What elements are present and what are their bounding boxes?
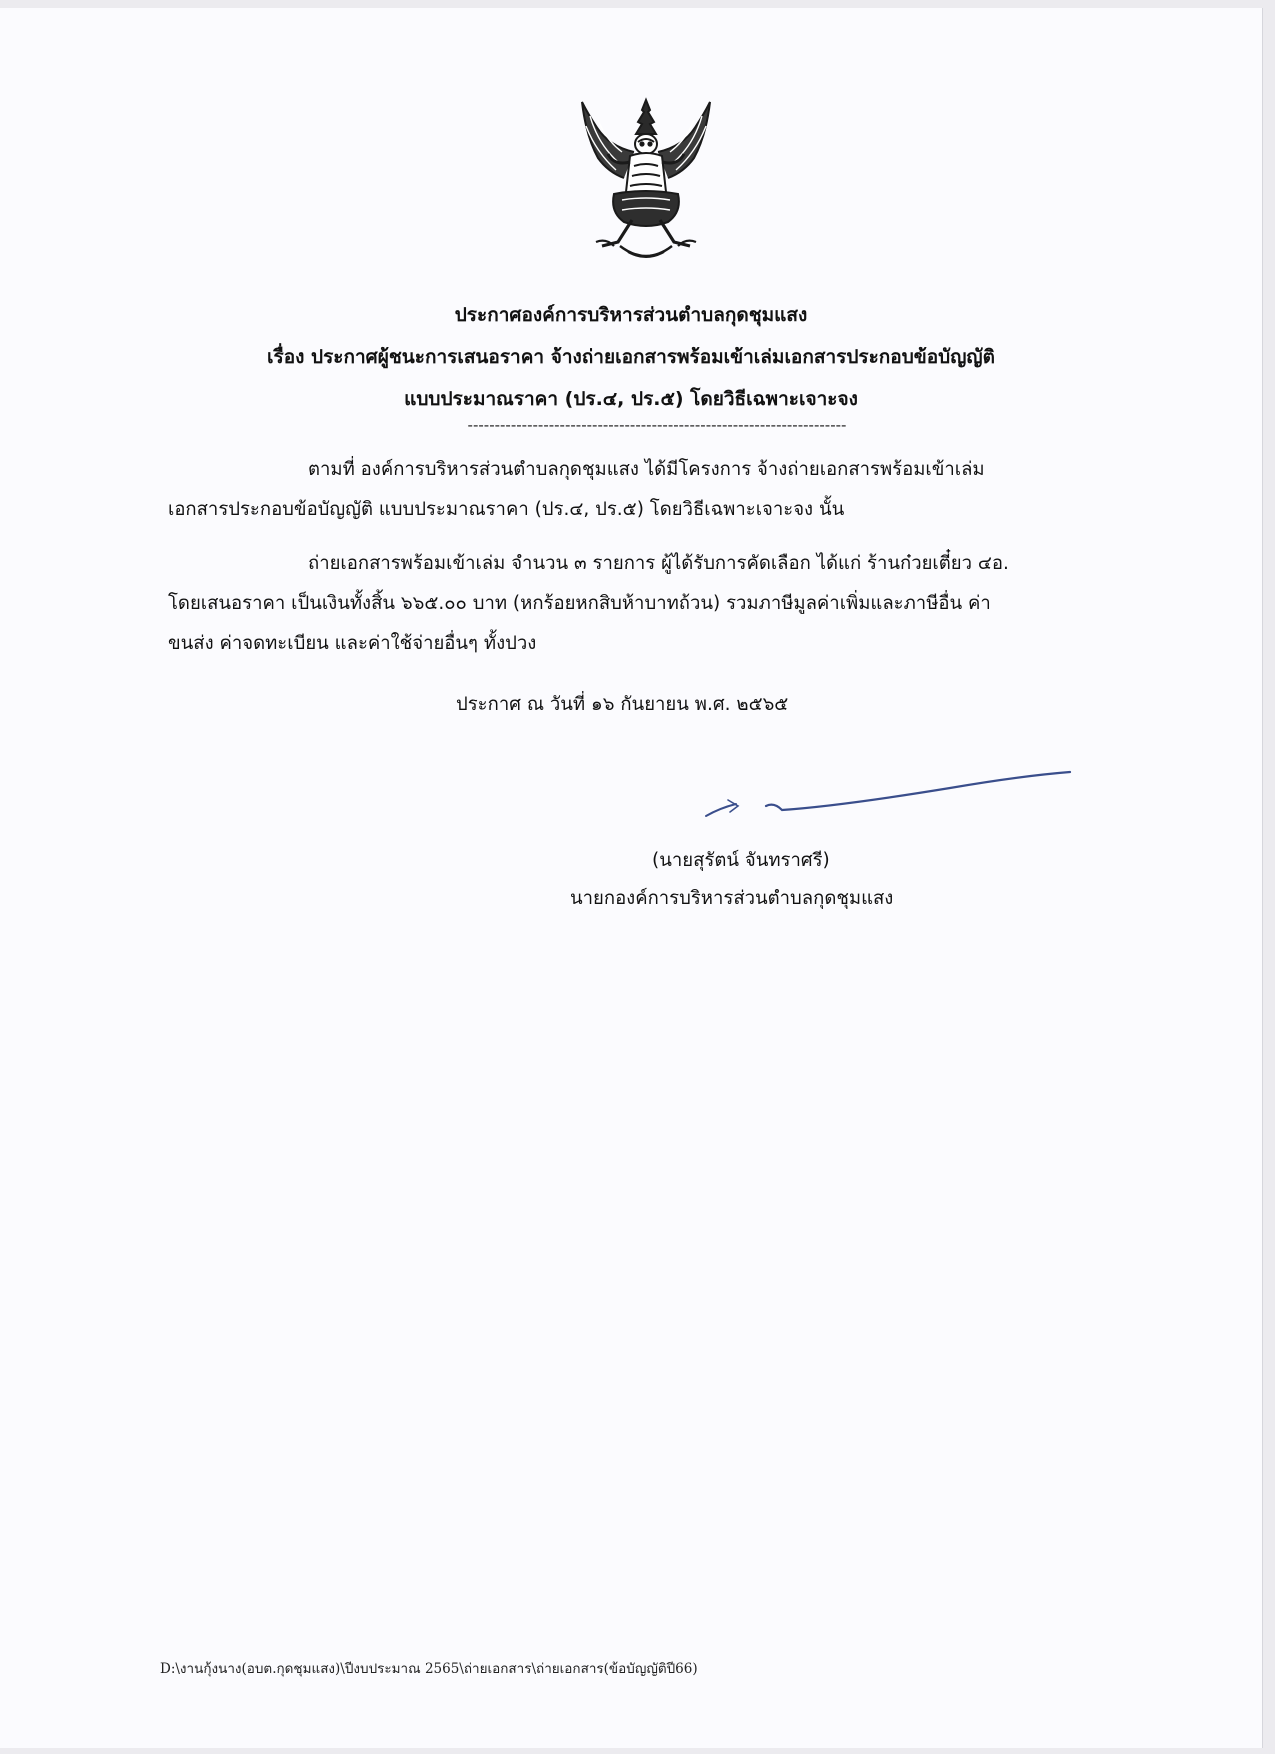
separator-rule: ----------------------------------------------------------------------	[467, 416, 847, 434]
paragraph-1-line-2: เอกสารประกอบข้อบัญญัติ แบบประมาณราคา (ปร.๔, ปร.๕) โดยวิธีเฉพาะเจาะจง นั้น	[168, 499, 845, 520]
announcement-subject-continued: แบบประมาณราคา (ปร.๔, ปร.๕) โดยวิธีเฉพาะเจาะจง	[404, 388, 858, 410]
announcement-date: ประกาศ ณ วันที่ ๑๖ กันยายน พ.ศ. ๒๕๖๕	[456, 694, 789, 715]
file-path-footer: D:\งานกุ้งนาง(อบต.กุดชุมแสง)\ปีงบประมาณ 2565\ถ่ายเอกสาร\ถ่ายเอกสาร(ข้อบัญญัติปี66)	[160, 1661, 698, 1677]
announcement-subject: เรื่อง ประกาศผู้ชนะการเสนอราคา จ้างถ่ายเอกสารพร้อมเข้าเล่มเอกสารประกอบข้อบัญญัติ	[267, 346, 995, 368]
garuda-emblem-icon	[578, 96, 714, 266]
paragraph-2-line-3: ขนส่ง ค่าจดทะเบียน และค่าใช้จ่ายอื่นๆ ทั้งปวง	[168, 633, 537, 654]
paragraph-2-line-2: โดยเสนอราคา เป็นเงินทั้งสิ้น ๖๖๕.๐๐ บาท (หกร้อยหกสิบห้าบาทถ้วน) รวมภาษีมูลค่าเพิ่มและภาษีอื่น ค่า	[168, 593, 991, 614]
paragraph-2-line-1: ถ่ายเอกสารพร้อมเข้าเล่ม จำนวน ๓ รายการ ผู้ได้รับการคัดเลือก ได้แก่ ร้านก๋วยเตี๋ยว ๔อ.	[308, 553, 1009, 574]
signer-name: (นายสุรัตน์ จันทราศรี)	[652, 850, 830, 871]
handwritten-signature-icon	[690, 760, 1080, 820]
signer-position: นายกองค์การบริหารส่วนตำบลกุดชุมแสง	[570, 888, 894, 909]
document-page	[0, 8, 1262, 1748]
announcement-title: ประกาศองค์การบริหารส่วนตำบลกุดชุมแสง	[454, 304, 808, 326]
paragraph-1-line-1: ตามที่ องค์การบริหารส่วนตำบลกุดชุมแสง ได้มีโครงการ จ้างถ่ายเอกสารพร้อมเข้าเล่ม	[308, 459, 985, 480]
